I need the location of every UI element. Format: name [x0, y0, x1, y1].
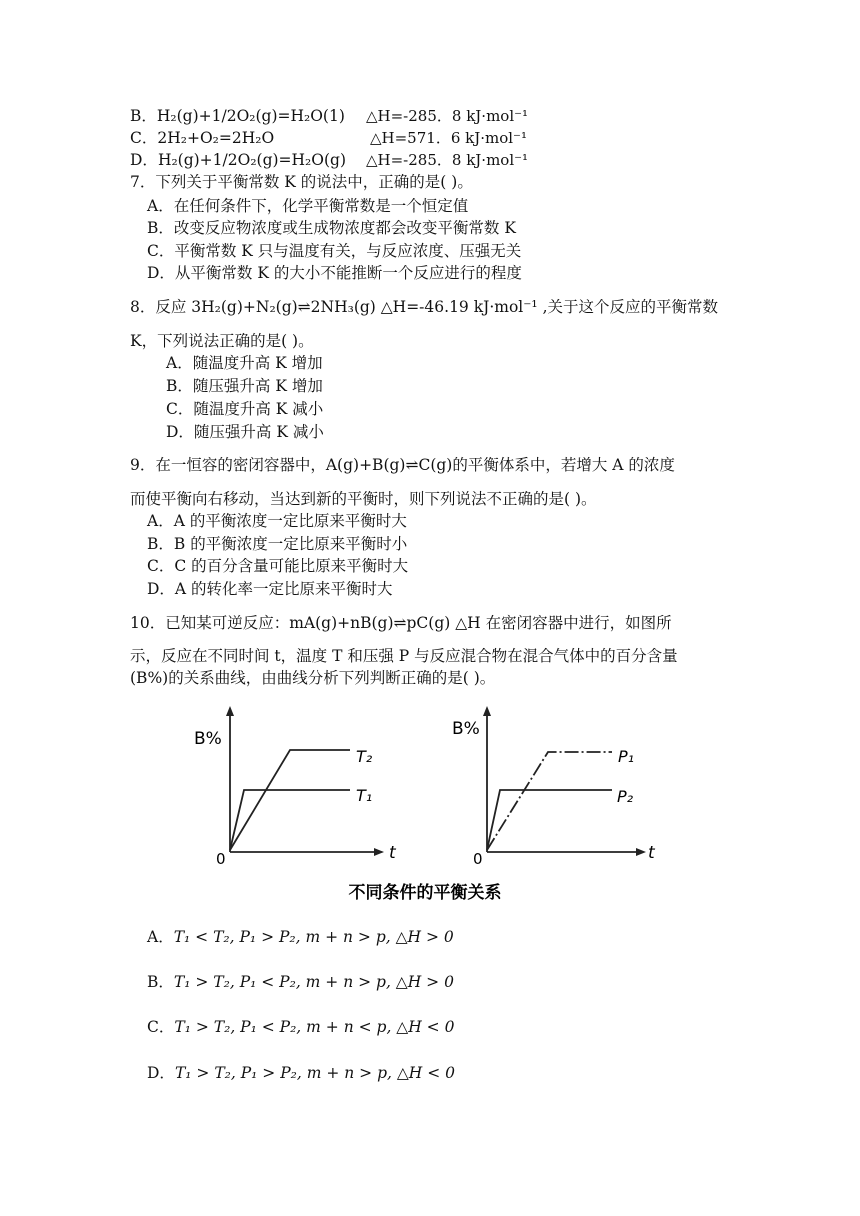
q8-option-c: C．随温度升高 K 减小 [166, 400, 324, 418]
q10-stem-line2: 示，反应在不同时间 t，温度 T 和压强 P 与反应混合物在混合气体中的百分含量 [130, 647, 678, 665]
q8-option-b: B．随压强升高 K 增加 [166, 377, 323, 395]
option-label: C． [147, 1018, 175, 1036]
x-axis-label: t [648, 843, 655, 863]
y-axis-arrow-icon [226, 706, 234, 716]
q9-option-a: A．A 的平衡浓度一定比原来平衡时大 [147, 512, 407, 530]
q6-option-b-enthalpy: △H=-285．8 kJ·mol⁻¹ [366, 107, 529, 125]
y-axis-label: B% [194, 729, 222, 749]
x-axis-arrow-icon [636, 848, 646, 856]
option-label: B． [147, 973, 174, 991]
option-label: D． [147, 1064, 175, 1082]
q7-stem: 7．下列关于平衡常数 K 的说法中，正确的是( )。 [130, 173, 473, 191]
q9-stem-line1: 9．在一恒容的密闭容器中，A(g)+B(g)⇌C(g)的平衡体系中，若增大 A 的浓度 [130, 456, 675, 474]
q8-stem-line2: K，下列说法正确的是( )。 [130, 332, 314, 350]
option-label: A． [147, 928, 174, 946]
equation: H₂(g)+1/2O₂(g)=H₂O(g) [157, 151, 346, 169]
q7-option-d: D．从平衡常数 K 的大小不能推断一个反应进行的程度 [147, 264, 522, 282]
option-expression: T₁ > T₂, P₁ > P₂, m + n > p, △H < 0 [174, 1064, 455, 1082]
q10-option-b [147, 972, 454, 992]
q8-stem-line1: 8．反应 3H₂(g)+N₂(g)⇌2NH₃(g) △H=-46.19 kJ·mol⁻¹ ,关于这个反应的平衡常数 [130, 298, 718, 316]
q10-stem-line1: 10．已知某可逆反应：mA(g)+nB(g)⇌pC(g) △H 在密闭容器中进行，如图所 [130, 614, 672, 632]
q6-option-c-enthalpy: △H=571．6 kJ·mol⁻¹ [370, 129, 527, 147]
q6-option-d [130, 150, 346, 170]
graph-pressure [452, 706, 656, 868]
option-expression: T₁ < T₂, P₁ > P₂, m + n > p, △H > 0 [173, 928, 454, 946]
origin-label: 0 [216, 850, 226, 868]
q7-option-c: C．平衡常数 K 只与温度有关，与反应浓度、压强无关 [147, 242, 522, 260]
option-label: D． [130, 151, 158, 169]
y-axis-arrow-icon [483, 706, 491, 716]
q8-option-d: D．随压强升高 K 减小 [166, 423, 324, 441]
q9-option-b: B．B 的平衡浓度一定比原来平衡时小 [147, 535, 408, 553]
q9-stem-line2: 而使平衡向右移动，当达到新的平衡时，则下列说法不正确的是( )。 [130, 490, 597, 508]
y-axis-label: B% [452, 719, 480, 739]
equilibrium-graphs [180, 700, 670, 910]
equation: H₂(g)+1/2O₂(g)=H₂O(1) [156, 107, 345, 125]
q6-option-d-enthalpy: △H=-285．8 kJ·mol⁻¹ [366, 151, 529, 169]
q10-option-a [147, 927, 454, 947]
q7-option-a: A．在任何条件下，化学平衡常数是一个恒定值 [147, 197, 469, 215]
q8-option-a: A．随温度升高 K 增加 [166, 354, 323, 372]
option-expression: T₁ > T₂, P₁ < P₂, m + n > p, △H > 0 [173, 973, 454, 991]
x-axis-arrow-icon [374, 848, 384, 856]
curve-label-p2: P₂ [617, 787, 634, 806]
curve-label-p1: P₁ [618, 747, 635, 766]
curve-p1 [487, 752, 612, 850]
option-label: B． [130, 107, 157, 125]
x-axis-label: t [389, 843, 396, 863]
option-expression: T₁ > T₂, P₁ < P₂, m + n < p, △H < 0 [174, 1018, 455, 1036]
equilibrium-figure [180, 700, 670, 910]
q10-stem-line3: (B%)的关系曲线，由曲线分析下列判断正确的是( )。 [130, 669, 496, 687]
q10-option-d [147, 1063, 455, 1083]
q10-option-c [147, 1017, 454, 1037]
curve-t2 [230, 750, 350, 850]
equation: 2H₂+O₂=2H₂O [157, 129, 275, 147]
curve-label-t2: T₂ [356, 747, 373, 766]
q9-option-c: C．C 的百分含量可能比原来平衡时大 [147, 557, 409, 575]
q7-option-b: B．改变反应物浓度或生成物浓度都会改变平衡常数 K [147, 219, 516, 237]
option-label: C． [130, 129, 158, 147]
origin-label: 0 [473, 850, 483, 868]
q6-option-b [130, 106, 345, 126]
figure-caption: 不同条件的平衡关系 [348, 883, 502, 903]
curve-label-t1: T₁ [356, 786, 373, 805]
q9-option-d: D．A 的转化率一定比原来平衡时大 [147, 580, 393, 598]
graph-temperature [194, 706, 397, 868]
q6-option-c [130, 128, 274, 148]
